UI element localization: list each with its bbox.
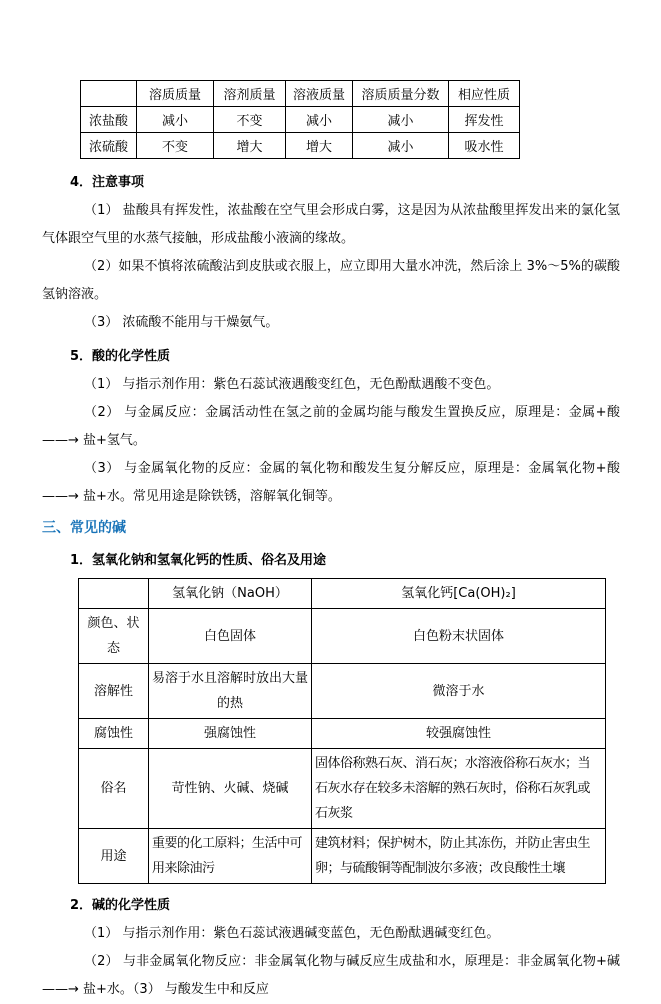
row-label-cell: 颜色、状态 — [79, 609, 149, 664]
table-cell: 挥发性 — [449, 107, 520, 133]
table-cell: 减小 — [286, 107, 353, 133]
table-row — [81, 107, 520, 133]
table-row — [79, 749, 606, 829]
table-header-cell: 溶剂质量 — [214, 81, 286, 107]
table-cell: 重要的化工原料；生活中可用来除油污 — [149, 829, 312, 884]
table-cell: 增大 — [214, 133, 286, 159]
table-cell: 浓盐酸 — [81, 107, 137, 133]
table-cell: 增大 — [286, 133, 353, 159]
table-cell: 减小 — [353, 133, 449, 159]
common-bases-heading: 三、常见的碱 — [42, 520, 126, 536]
table-cell: 不变 — [214, 107, 286, 133]
table-row — [81, 133, 520, 159]
row-label-cell: 用途 — [79, 829, 149, 884]
table-header-cell — [79, 579, 149, 609]
table-cell: 吸水性 — [449, 133, 520, 159]
table-cell: 浓硫酸 — [81, 133, 137, 159]
table-cell: 强腐蚀性 — [149, 719, 312, 749]
table-cell: 较强腐蚀性 — [312, 719, 606, 749]
table-cell: 减小 — [353, 107, 449, 133]
table-cell: 不变 — [137, 133, 214, 159]
table-cell: 苛性钠、火碱、烧碱 — [149, 749, 312, 829]
table-cell: 白色固体 — [149, 609, 312, 664]
bases-sub1-heading: 1．氢氧化钠和氢氧化钙的性质、俗名及用途 — [70, 553, 327, 568]
section4-item-1: （1） 盐酸具有挥发性，浓盐酸在空气里会形成白雾，这是因为从浓盐酸里挥发出来的氯化氢气体跟空气里的水蒸气接触，形成盐酸小液滴的缘故。 — [42, 203, 620, 246]
table-cell: 建筑材料；保护树木，防止其冻伤，并防止害虫生卵；与硫酸铜等配制波尔多液；改良酸性土壤 — [312, 829, 606, 884]
table-header-cell: 溶液质量 — [286, 81, 353, 107]
bases-item-2: （2） 与非金属氧化物反应：非金属氧化物与碱反应生成盐和水，原理是：非金属氧化物+碱 ——→ 盐+水。（3） 与酸发生中和反应 — [42, 954, 620, 997]
table-header-row — [79, 579, 606, 609]
bases-item-1: （1） 与指示剂作用：紫色石蕊试液遇碱变蓝色，无色酚酞遇碱变红色。 — [84, 926, 500, 941]
table-cell: 微溶于水 — [312, 664, 606, 719]
table-row — [79, 664, 606, 719]
table-header-cell: 溶质质量分数 — [353, 81, 449, 107]
table-cell: 白色粉末状固体 — [312, 609, 606, 664]
section5-item-1: （1） 与指示剂作用：紫色石蕊试液遇酸变红色，无色酚酞遇酸不变色。 — [84, 377, 500, 392]
row-label-cell: 腐蚀性 — [79, 719, 149, 749]
table-header-cell — [81, 81, 137, 107]
section4-item-3: （3） 浓硫酸不能用与干燥氨气。 — [84, 315, 279, 330]
table-header-cell: 相应性质 — [449, 81, 520, 107]
section5-item-2: （2） 与金属反应：金属活动性在氢之前的金属均能与酸发生置换反应，原理是：金属+酸 ——→ 盐+氢气。 — [42, 405, 620, 448]
table-row — [79, 719, 606, 749]
table-header-row — [81, 81, 520, 107]
table-header-cell: 溶质质量 — [137, 81, 214, 107]
section4-heading: 4．注意事项 — [70, 175, 145, 190]
table-row — [79, 829, 606, 884]
table-cell: 固体俗称熟石灰、消石灰；水溶液俗称石灰水；当石灰水存在较多未溶解的熟石灰时，俗称石灰乳或石灰浆 — [312, 749, 606, 829]
section4-item-2: （2）如果不慎将浓硫酸沾到皮肤或衣服上，应立即用大量水冲洗，然后涂上 3%～5%的碳酸氢钠溶液。 — [42, 259, 620, 302]
row-label-cell: 溶解性 — [79, 664, 149, 719]
row-label-cell: 俗名 — [79, 749, 149, 829]
bases-sub2-heading: 2．碱的化学性质 — [70, 898, 171, 913]
section5-item-3: （3） 与金属氧化物的反应：金属的氧化物和酸发生复分解反应，原理是：金属氧化物+酸 ——→ 盐+水。常见用途是除铁锈，溶解氧化铜等。 — [42, 461, 620, 504]
table-header-cell: 氢氧化钙[Ca(OH)₂] — [312, 579, 606, 609]
spacer — [42, 159, 620, 163]
section5-heading: 5．酸的化学性质 — [70, 349, 171, 364]
acid-concentration-table — [80, 80, 520, 159]
table-cell: 易溶于水且溶解时放出大量的热 — [149, 664, 312, 719]
table-cell: 减小 — [137, 107, 214, 133]
table-header-cell: 氢氧化钠（NaOH） — [149, 579, 312, 609]
table-row — [79, 609, 606, 664]
hydroxide-comparison-table — [78, 578, 606, 884]
